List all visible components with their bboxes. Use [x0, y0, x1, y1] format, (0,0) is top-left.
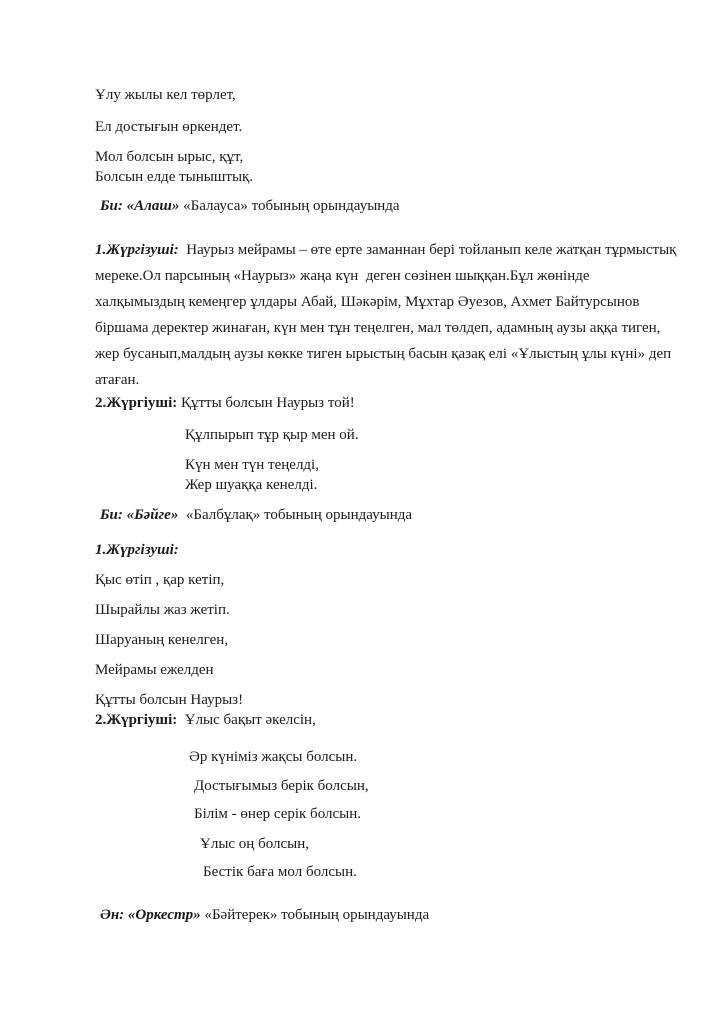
paragraph-text: Наурыз мейрамы – өте ерте заманнан бері тойланып келе жатқан тұрмыстық — [178, 242, 677, 258]
line-text: Мол болсын ырыс, құт, — [95, 149, 244, 165]
text-line — [95, 834, 684, 854]
paragraph-text: біршама деректер жинаған, күн мен тұн теңелген, мал төлдеп, адамның аузы аққа тиген, — [95, 320, 661, 336]
line-text: Ел достығын өркендет. — [95, 119, 243, 135]
paragraph-line — [95, 289, 684, 315]
line-text: «Балауса» тобының орындауында — [179, 198, 400, 214]
text-line — [95, 862, 684, 882]
paragraph-text: мереке.Ол парсының «Наурыз» жаңа күн деген сөзінен шыққан.Бұл жөнінде — [95, 268, 590, 284]
paragraph-line — [95, 367, 684, 393]
line-text: Достығымыз берік болсын, — [194, 778, 369, 794]
line-text: Құтты болсын Наурыз! — [95, 692, 244, 708]
labeled-line — [95, 540, 684, 560]
text-line — [95, 147, 684, 167]
document-content — [95, 85, 684, 925]
line-text: Құтты болсын Наурыз той! — [177, 395, 355, 411]
text-line — [95, 776, 684, 796]
labeled-line — [95, 393, 684, 413]
speaker-label: 1.Жүргізуші: — [95, 242, 179, 258]
text-line — [95, 804, 684, 824]
paragraph-text: халқымыздың кемеңгер ұлдары Абай, Шәкәрім, Мұхтар Әуезов, Ахмет Байтурсынов — [95, 294, 640, 310]
text-line — [95, 747, 684, 767]
text-line — [95, 570, 684, 590]
line-text: «Балбұлақ» тобының орындауында — [178, 507, 413, 523]
line-text: Ұлу жылы кел төрлет, — [95, 87, 236, 103]
line-text: Мейрамы ежелден — [95, 662, 214, 678]
text-line — [95, 85, 684, 105]
line-text: Қыс өтіп , қар кетіп, — [95, 572, 225, 588]
speaker-label: Би: «Бәйге» — [100, 507, 179, 523]
paragraph-line — [95, 341, 684, 367]
line-text: Бестік баға мол болсын. — [203, 864, 357, 880]
line-text: Ұлыс бақыт әкелсін, — [177, 712, 316, 728]
speaker-label: Би: «Алаш» — [100, 198, 180, 214]
paragraph-line — [95, 315, 684, 341]
line-text: Әр күніміз жақсы болсын. — [189, 749, 358, 765]
text-line — [95, 167, 684, 187]
line-text: Құлпырып тұр қыр мен ой. — [185, 427, 359, 443]
speaker-label: 2.Жүргіуші: — [95, 712, 178, 728]
paragraph — [95, 237, 684, 393]
line-text: Жер шуаққа кенелді. — [185, 477, 318, 493]
line-text: Ұлыс оң болсын, — [200, 836, 310, 852]
line-text: Күн мен түн теңелді, — [185, 457, 319, 473]
paragraph-text: жер бусанып,малдың аузы көкке тиген ырыстың басын қазақ елі «Ұлыстың ұлы күні» деп — [95, 346, 672, 362]
labeled-line — [95, 905, 684, 925]
speaker-label: 1.Жүргізуші: — [95, 542, 179, 558]
text-line — [95, 455, 684, 475]
text-line — [95, 475, 684, 495]
text-line — [95, 690, 684, 710]
speaker-label: 2.Жүргіуші: — [95, 395, 178, 411]
labeled-line — [95, 196, 684, 216]
speaker-label: Ән: «Оркестр» — [100, 907, 201, 923]
text-line — [95, 660, 684, 680]
text-line — [95, 600, 684, 620]
text-line — [95, 630, 684, 650]
text-line — [95, 117, 684, 137]
paragraph-line — [95, 263, 684, 289]
line-text: Шаруаның кенелген, — [95, 632, 229, 648]
paragraph-text: атаған. — [95, 372, 140, 388]
line-text: Болсын елде тыныштық. — [95, 169, 254, 185]
paragraph-line — [95, 237, 684, 263]
labeled-line — [95, 710, 684, 730]
line-text: «Бәйтерек» тобының орындауында — [200, 907, 430, 923]
line-text: Шырайлы жаз жетіп. — [95, 602, 230, 618]
text-line — [95, 425, 684, 445]
line-text: Білім - өнер серік болсын. — [194, 806, 361, 822]
labeled-line — [95, 505, 684, 525]
